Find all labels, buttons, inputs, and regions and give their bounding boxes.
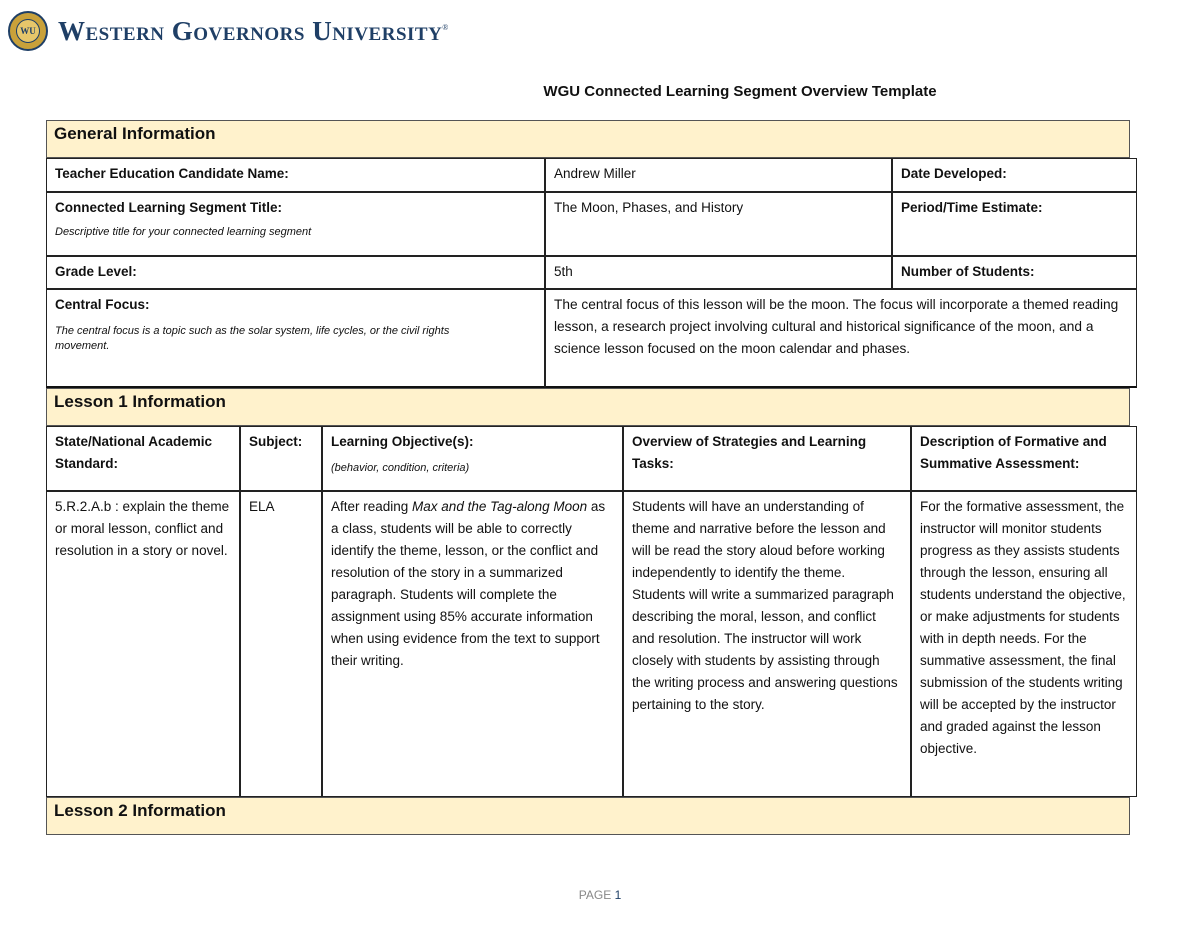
lesson1-objective (322, 491, 623, 797)
seal-monogram: WU (16, 19, 40, 43)
lesson1-objective-header-label: Learning Objective(s): (331, 434, 474, 449)
trademark: ® (442, 22, 449, 32)
page-label: PAGE (578, 888, 612, 902)
objective-rest: as a class, students will be able to correctly identify the theme, lesson, or the conflict and resolution of the story in a summarized paragraph. Students will complete the assignment using 85% accurate information when using evidence from the text to support their writing. (331, 499, 606, 668)
university-name (58, 16, 449, 47)
lesson1-subject: ELA (240, 491, 322, 797)
segment-title-cell (46, 192, 545, 256)
lesson1-assessment-header: Description of Formative and Summative Assessment: (911, 426, 1137, 491)
central-focus-value: The central focus of this lesson will be the moon. The focus will incorporate a themed reading lesson, a research project involving cultural and historical significance of the moon, and a science lesson focused on the moon calendar and phases. (545, 289, 1137, 388)
university-name-text: Western Governors University (58, 15, 443, 46)
book-title: Max and the Tag-along Moon (412, 499, 588, 514)
lesson1-standard (46, 491, 240, 797)
lesson1-subject-header: Subject: (240, 426, 322, 491)
general-info-heading: General Information (46, 120, 1130, 158)
header (8, 10, 449, 52)
number-of-students-label: Number of Students: (892, 256, 1137, 289)
objective-intro: After reading (331, 499, 413, 514)
lesson1-objective-header-note: (behavior, condition, criteria) (331, 462, 470, 474)
lesson1-heading: Lesson 1 Information (46, 388, 1130, 426)
lesson1-standard-header: State/National Academic Standard: (46, 426, 240, 491)
date-developed-label: Date Developed: (892, 158, 1137, 192)
lesson1-assessment: For the formative assessment, the instructor will monitor students progress as they assists students through the lesson, ensuring all students understand the objective, or make adjustments for students with in depth needs. For the summative assessment, the final submission of the students writing will be accepted by the instructor and graded against the lesson objective. (911, 491, 1137, 797)
page-footer (0, 888, 1200, 902)
wgu-seal-logo (8, 11, 48, 51)
candidate-name-value: Andrew Miller (545, 158, 892, 192)
document-title: WGU Connected Learning Segment Overview Template (543, 83, 937, 100)
central-focus-label: Central Focus: (55, 297, 150, 312)
lesson1-overview: Students will have an understanding of theme and narrative before the lesson and will be read the story aloud before working independently to identify the theme. Students will write a summarized paragraph describing the moral, lesson, and conflict and resolution. The instructor will work closely with students by assisting through the writing process and answering questions pertaining to the story. (623, 491, 911, 797)
segment-title-label: Connected Learning Segment Title: (55, 200, 283, 215)
grade-level-label: Grade Level: (46, 256, 545, 289)
candidate-name-label: Teacher Education Candidate Name: (46, 158, 545, 192)
lesson2-heading: Lesson 2 Information (46, 797, 1130, 835)
lesson1-standard-text: 5.R.2.A.b : explain the theme or moral lesson, conflict and resolution in a story or novel. (55, 499, 230, 558)
lesson1-overview-header: Overview of Strategies and Learning Tasks: (623, 426, 911, 491)
grade-level-value: 5th (545, 256, 892, 289)
page-number: 1 (614, 888, 622, 902)
lesson1-objective-header (322, 426, 623, 491)
segment-title-value: The Moon, Phases, and History (545, 192, 892, 256)
segment-title-note: Descriptive title for your connected learning segment (55, 226, 312, 238)
period-estimate-label: Period/Time Estimate: (892, 192, 1137, 256)
central-focus-note: The central focus is a topic such as the solar system, life cycles, or the civil rights movement. (55, 325, 450, 352)
central-focus-cell (46, 289, 545, 388)
